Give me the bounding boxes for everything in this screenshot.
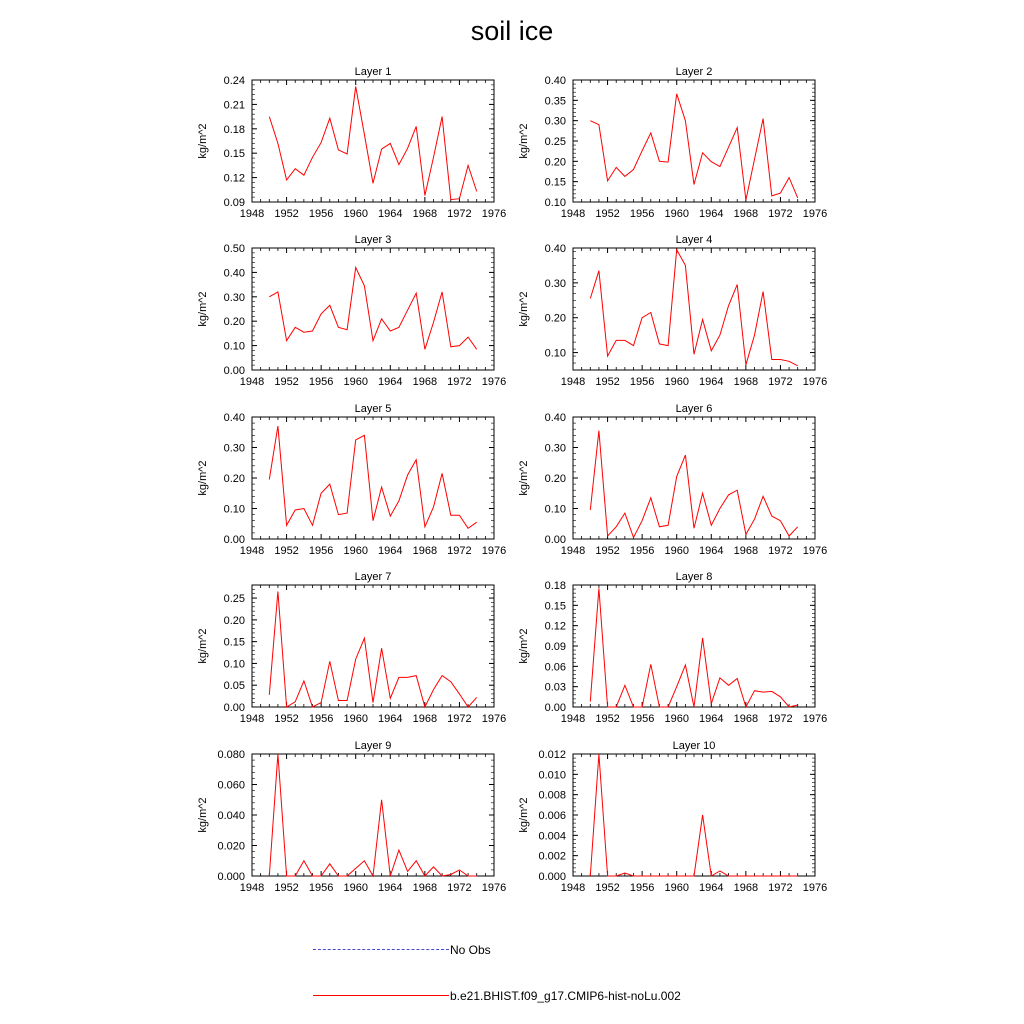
panel-title: Layer 1 xyxy=(354,66,392,78)
series-line xyxy=(590,588,797,707)
plot-frame xyxy=(573,585,815,707)
x-tick-label: 1964 xyxy=(378,376,403,388)
y-tick-label: 0.21 xyxy=(223,99,245,112)
plot-frame xyxy=(252,248,494,370)
x-tick-label: 1968 xyxy=(412,208,438,220)
series-line xyxy=(269,268,476,350)
y-tick-label: 0.09 xyxy=(223,197,245,209)
x-tick-label: 1956 xyxy=(629,545,655,557)
chart-panel-layer-4 xyxy=(518,234,827,388)
x-tick-label: 1964 xyxy=(699,882,724,894)
y-tick-label: 0.004 xyxy=(538,830,566,843)
y-axis-label: kg/m^2 xyxy=(197,460,209,496)
y-tick-label: 0.20 xyxy=(223,614,245,627)
x-tick-label: 1968 xyxy=(733,713,759,725)
panel-title: Layer 9 xyxy=(354,740,392,752)
panel-title: Layer 2 xyxy=(675,66,713,78)
x-tick-label: 1968 xyxy=(412,882,438,894)
y-tick-label: 0.040 xyxy=(217,810,245,822)
x-tick-label: 1964 xyxy=(378,882,403,894)
x-tick-label: 1960 xyxy=(343,882,368,894)
series-line xyxy=(269,754,476,876)
legend-item-no-obs xyxy=(313,940,713,960)
y-tick-label: 0.25 xyxy=(223,593,245,606)
y-tick-label: 0.06 xyxy=(544,661,566,674)
x-tick-label: 1956 xyxy=(308,545,334,557)
series-line xyxy=(269,592,476,708)
x-tick-label: 1964 xyxy=(378,208,403,220)
x-tick-label: 1968 xyxy=(733,882,759,894)
panel-title: Layer 4 xyxy=(675,234,713,246)
x-tick-label: 1976 xyxy=(481,545,507,557)
x-tick-label: 1960 xyxy=(343,376,368,388)
y-tick-label: 0.10 xyxy=(544,197,566,209)
x-tick-label: 1952 xyxy=(595,882,620,894)
x-tick-label: 1976 xyxy=(802,713,828,725)
x-tick-label: 1948 xyxy=(560,376,586,388)
x-tick-label: 1952 xyxy=(274,376,299,388)
x-tick-label: 1968 xyxy=(412,545,438,557)
x-tick-label: 1952 xyxy=(595,713,620,725)
y-tick-label: 0.010 xyxy=(538,769,566,782)
x-tick-label: 1976 xyxy=(802,376,828,388)
x-tick-label: 1960 xyxy=(664,882,689,894)
x-tick-label: 1948 xyxy=(560,208,586,220)
y-tick-label: 0.20 xyxy=(223,316,245,329)
x-tick-label: 1960 xyxy=(664,545,689,557)
y-axis-label: kg/m^2 xyxy=(518,797,530,833)
y-tick-label: 0.25 xyxy=(544,136,566,148)
y-tick-label: 0.080 xyxy=(217,749,245,761)
series-line xyxy=(590,250,797,366)
panel-title: Layer 7 xyxy=(354,571,392,583)
y-tick-label: 0.50 xyxy=(223,243,245,255)
plot-frame xyxy=(573,754,815,876)
chart-panel-layer-3 xyxy=(197,234,506,388)
figure-title: soil ice xyxy=(470,16,554,46)
plot-frame xyxy=(252,754,494,876)
x-tick-label: 1968 xyxy=(733,376,759,388)
y-tick-label: 0.09 xyxy=(544,641,566,653)
x-tick-label: 1976 xyxy=(481,713,507,725)
legend-swatch-model-run xyxy=(313,995,449,996)
y-tick-label: 0.15 xyxy=(544,176,566,189)
x-tick-label: 1972 xyxy=(768,545,793,557)
y-tick-label: 0.00 xyxy=(544,534,566,546)
y-tick-label: 0.012 xyxy=(538,749,566,761)
x-tick-label: 1956 xyxy=(308,882,334,894)
y-axis-label: kg/m^2 xyxy=(197,123,209,159)
y-tick-label: 0.30 xyxy=(544,115,566,128)
x-tick-label: 1956 xyxy=(629,882,655,894)
y-axis-label: kg/m^2 xyxy=(197,797,209,833)
y-tick-label: 0.30 xyxy=(223,442,245,455)
y-tick-label: 0.03 xyxy=(544,681,566,694)
x-tick-label: 1956 xyxy=(629,376,655,388)
chart-panel-layer-10 xyxy=(518,740,827,894)
x-tick-label: 1968 xyxy=(733,545,759,557)
y-tick-label: 0.006 xyxy=(538,810,566,822)
series-line xyxy=(590,431,797,538)
x-tick-label: 1952 xyxy=(595,545,620,557)
y-tick-label: 0.000 xyxy=(538,871,566,883)
y-tick-label: 0.30 xyxy=(544,442,566,455)
y-tick-label: 0.10 xyxy=(223,503,245,516)
y-tick-label: 0.30 xyxy=(544,277,566,290)
x-tick-label: 1968 xyxy=(412,376,438,388)
panel-title: Layer 3 xyxy=(354,234,392,246)
y-axis-label: kg/m^2 xyxy=(197,291,209,327)
plot-frame xyxy=(252,585,494,707)
x-tick-label: 1976 xyxy=(481,882,507,894)
y-axis-label: kg/m^2 xyxy=(518,291,530,327)
panel-title: Layer 8 xyxy=(675,571,713,583)
y-axis-label: kg/m^2 xyxy=(518,628,530,664)
x-tick-label: 1960 xyxy=(664,376,689,388)
x-tick-label: 1968 xyxy=(733,208,759,220)
y-tick-label: 0.002 xyxy=(538,850,566,863)
y-axis-label: kg/m^2 xyxy=(518,123,530,159)
y-tick-label: 0.20 xyxy=(544,473,566,485)
x-tick-label: 1948 xyxy=(239,713,265,725)
legend-label-no-obs: No Obs xyxy=(450,943,491,957)
y-tick-label: 0.20 xyxy=(223,473,245,485)
x-tick-label: 1972 xyxy=(447,882,472,894)
x-tick-label: 1972 xyxy=(447,376,472,388)
x-tick-label: 1976 xyxy=(481,208,507,220)
x-tick-label: 1956 xyxy=(308,713,334,725)
y-tick-label: 0.00 xyxy=(223,365,245,377)
y-tick-label: 0.00 xyxy=(223,702,245,714)
x-tick-label: 1960 xyxy=(343,713,368,725)
x-tick-label: 1976 xyxy=(802,208,828,220)
y-tick-label: 0.15 xyxy=(223,148,245,161)
x-tick-label: 1956 xyxy=(308,376,334,388)
y-tick-label: 0.12 xyxy=(223,172,245,185)
y-tick-label: 0.40 xyxy=(544,412,566,424)
y-tick-label: 0.008 xyxy=(538,789,566,802)
y-tick-label: 0.20 xyxy=(544,156,566,169)
chart-panel-layer-5 xyxy=(197,403,506,557)
x-tick-label: 1972 xyxy=(768,882,793,894)
x-tick-label: 1976 xyxy=(802,545,828,557)
y-tick-label: 0.18 xyxy=(544,580,566,592)
x-tick-label: 1972 xyxy=(768,376,793,388)
legend-label-model-run: b.e21.BHIST.f09_g17.CMIP6-hist-noLu.002 xyxy=(450,989,681,1003)
y-tick-label: 0.40 xyxy=(544,75,566,87)
x-tick-label: 1956 xyxy=(629,713,655,725)
y-tick-label: 0.15 xyxy=(544,600,566,613)
y-tick-label: 0.15 xyxy=(223,636,245,649)
y-tick-label: 0.40 xyxy=(223,267,245,280)
y-tick-label: 0.10 xyxy=(223,340,245,353)
x-tick-label: 1952 xyxy=(274,713,299,725)
x-tick-label: 1952 xyxy=(274,882,299,894)
chart-panel-layer-8 xyxy=(518,571,827,725)
x-tick-label: 1972 xyxy=(447,545,472,557)
chart-panel-layer-6 xyxy=(518,403,827,557)
y-tick-label: 0.30 xyxy=(223,291,245,304)
x-tick-label: 1968 xyxy=(412,713,438,725)
x-tick-label: 1948 xyxy=(239,882,265,894)
chart-panel-layer-7 xyxy=(197,571,506,725)
chart-panel-layer-1 xyxy=(197,66,506,220)
x-tick-label: 1952 xyxy=(274,545,299,557)
x-tick-label: 1952 xyxy=(595,376,620,388)
x-tick-label: 1960 xyxy=(664,713,689,725)
y-tick-label: 0.10 xyxy=(544,347,566,360)
x-tick-label: 1964 xyxy=(699,208,724,220)
y-tick-label: 0.060 xyxy=(217,779,245,792)
x-tick-label: 1972 xyxy=(447,713,472,725)
y-tick-label: 0.00 xyxy=(544,702,566,714)
series-line xyxy=(269,426,476,528)
x-tick-label: 1976 xyxy=(481,376,507,388)
y-axis-label: kg/m^2 xyxy=(197,628,209,664)
x-tick-label: 1948 xyxy=(239,376,265,388)
y-tick-label: 0.00 xyxy=(223,534,245,546)
y-tick-label: 0.10 xyxy=(223,658,245,671)
x-tick-label: 1964 xyxy=(699,545,724,557)
x-tick-label: 1960 xyxy=(343,545,368,557)
x-tick-label: 1972 xyxy=(768,713,793,725)
x-tick-label: 1952 xyxy=(274,208,299,220)
y-axis-label: kg/m^2 xyxy=(518,460,530,496)
x-tick-label: 1956 xyxy=(308,208,334,220)
series-line xyxy=(590,754,797,876)
x-tick-label: 1948 xyxy=(560,882,586,894)
x-tick-label: 1964 xyxy=(378,713,403,725)
x-tick-label: 1972 xyxy=(768,208,793,220)
y-tick-label: 0.40 xyxy=(223,412,245,424)
y-tick-label: 0.05 xyxy=(223,680,245,693)
x-tick-label: 1960 xyxy=(343,208,368,220)
x-tick-label: 1964 xyxy=(378,545,403,557)
x-tick-label: 1948 xyxy=(239,208,265,220)
x-tick-label: 1956 xyxy=(629,208,655,220)
x-tick-label: 1972 xyxy=(447,208,472,220)
y-tick-label: 0.35 xyxy=(544,95,566,108)
y-tick-label: 0.40 xyxy=(544,243,566,255)
y-tick-label: 0.18 xyxy=(223,123,245,136)
x-tick-label: 1976 xyxy=(802,882,828,894)
y-tick-label: 0.020 xyxy=(217,840,245,853)
panel-title: Layer 5 xyxy=(354,403,392,415)
y-tick-label: 0.20 xyxy=(544,312,566,325)
x-tick-label: 1960 xyxy=(664,208,689,220)
y-tick-label: 0.12 xyxy=(544,620,566,633)
x-tick-label: 1948 xyxy=(239,545,265,557)
chart-panel-layer-9 xyxy=(197,740,506,894)
x-tick-label: 1964 xyxy=(699,376,724,388)
legend-swatch-no-obs xyxy=(313,949,449,950)
legend-item-model-run xyxy=(313,986,733,1006)
plot-frame xyxy=(573,417,815,539)
x-tick-label: 1948 xyxy=(560,713,586,725)
panel-title: Layer 6 xyxy=(675,403,713,415)
y-tick-label: 0.10 xyxy=(544,503,566,516)
x-tick-label: 1948 xyxy=(560,545,586,557)
y-tick-label: 0.000 xyxy=(217,871,245,883)
x-tick-label: 1952 xyxy=(595,208,620,220)
chart-panel-layer-2 xyxy=(518,66,827,220)
panel-title: Layer 10 xyxy=(672,740,716,752)
x-tick-label: 1964 xyxy=(699,713,724,725)
y-tick-label: 0.24 xyxy=(223,75,245,87)
